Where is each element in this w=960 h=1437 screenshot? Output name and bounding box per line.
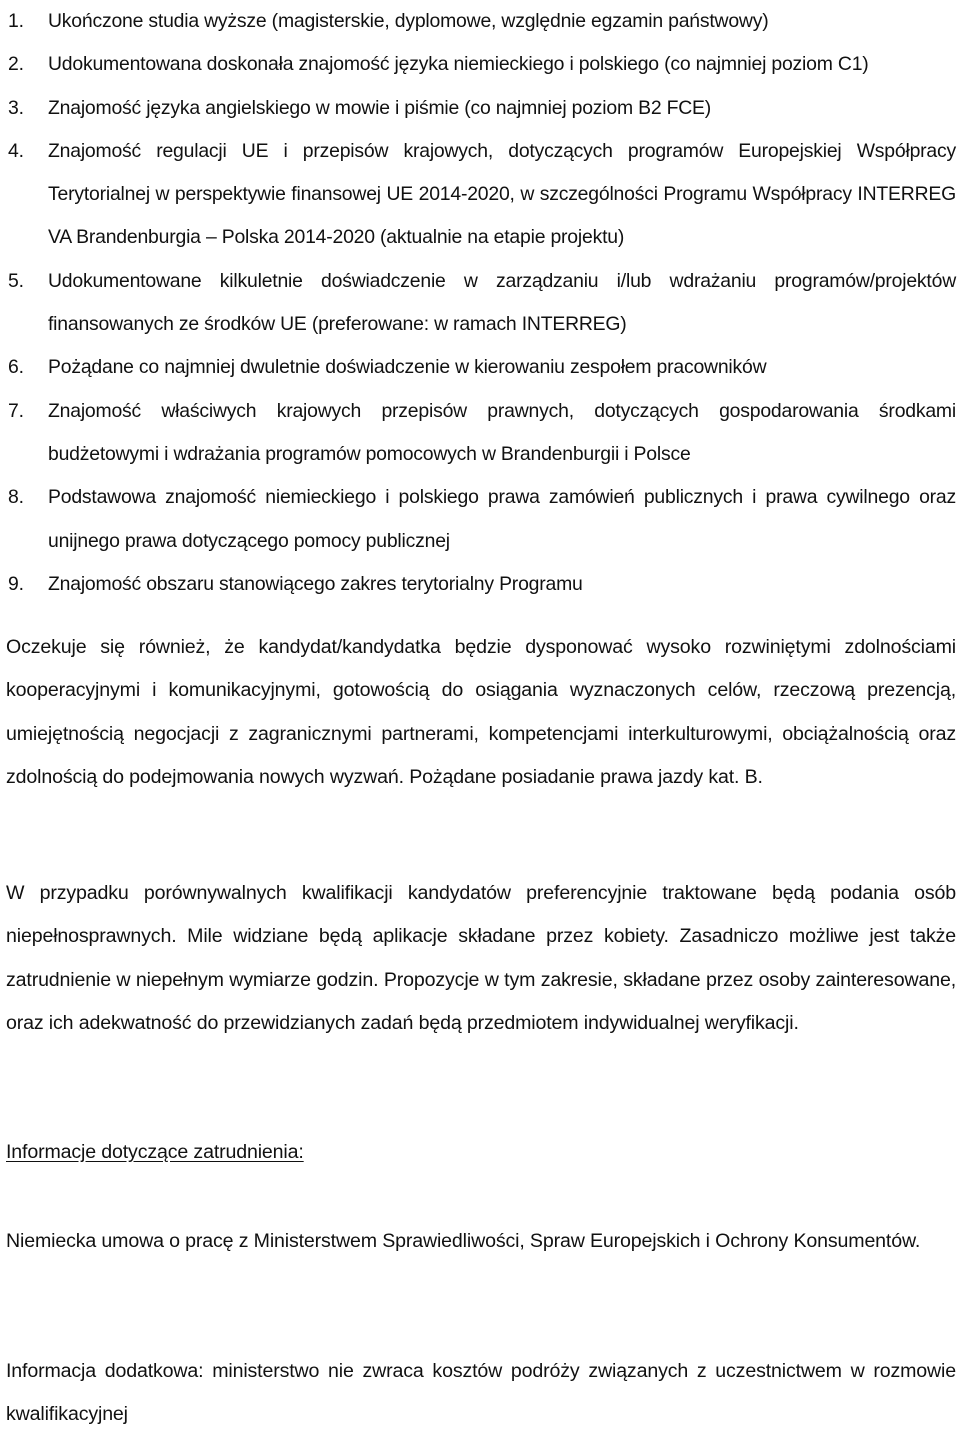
- list-text: Ukończone studia wyższe (magisterskie, dyplomowe, względnie egzamin państwowy): [48, 10, 769, 32]
- list-text: Udokumentowana doskonała znajomość języka niemieckiego i polskiego (co najmniej poziom C1): [48, 53, 869, 76]
- employment-paragraph: Niemiecka umowa o pracę z Ministerstwem Sprawiedliwości, Spraw Europejskich i Ochrony Konsumentów.: [6, 1230, 921, 1252]
- employment-heading: Informacje dotyczące zatrudnienia:: [6, 1141, 304, 1163]
- list-text: Znajomość języka angielskiego w mowie i piśmie (co najmniej poziom B2 FCE): [48, 96, 712, 119]
- list-text: Udokumentowane kilkuletnie doświadczenie w zarządzaniu i/lub wdrażaniu programów/projektów finansowanych ze środków UE (preferowane: w ramach INTERREG): [48, 269, 956, 336]
- list-number: 8.: [8, 486, 24, 509]
- list-text: Znajomość właściwych krajowych przepisów prawnych, dotyczących gospodarowania środkami budżetowymi i wdrażania programów pomocowych w Brandenburgii i Polsce: [48, 399, 956, 465]
- list-item: [8, 346, 956, 389]
- list-number: 5.: [8, 269, 24, 292]
- additional-info-paragraph: Informacja dodatkowa: ministerstwo nie zwraca kosztów podróży związanych z uczestnictwem w rozmowie kwalifikacyjnej: [6, 1360, 956, 1426]
- list-item: [8, 390, 956, 477]
- list-number: 4.: [8, 139, 24, 162]
- list-item: [8, 476, 956, 563]
- list-item: [8, 130, 956, 260]
- requirements-list: [8, 0, 956, 606]
- list-item: [8, 87, 956, 130]
- preferences-paragraph: W przypadku porównywalnych kwalifikacji kandydatów preferencyjnie traktowane będą podania osób niepełnosprawnych. Mile widziane będą aplikacje składane przez kobiety. Zasadniczo możliwe jest także zatrudnienie w niepełnym wymiarze godzin. Propozycje w tym zakresie, składane przez osoby zainteresowane, oraz ich adekwatność do przewidzianych zadań będą przedmiotem indywidualnej weryfikacji.: [6, 882, 956, 1035]
- list-text: Podstawowa znajomość niemieckiego i polskiego prawa zamówień publicznych i prawa cywilnego oraz unijnego prawa dotyczącego pomocy publicznej: [48, 486, 956, 552]
- list-item: [8, 0, 956, 43]
- list-text: Znajomość regulacji UE i przepisów krajowych, dotyczących programów Europejskiej Współpracy Terytorialnej w perspektywie finansowej UE 2014-2020, w szczególności Programu Współpracy INTERREG VA Brandenburgia – Polska 2014-2020 (aktualnie na etapie projektu): [48, 139, 956, 249]
- expectations-paragraph: Oczekuje się również, że kandydat/kandydatka będzie dysponować wysoko rozwiniętymi zdolnościami kooperacyjnymi i komunikacyjnymi, gotowością do osiągania wyznaczonych celów, rzeczową prezencją, umiejętnością negocjacji z zagranicznymi partnerami, kompetencjami interkulturowymi, obciążalnością oraz zdolnością do podejmowania nowych wyzwań. Pożądane posiadanie prawa jazdy kat. B.: [6, 636, 956, 789]
- list-number: 9.: [8, 572, 24, 595]
- list-number: 6.: [8, 356, 24, 379]
- list-item: [8, 563, 956, 606]
- list-item: [8, 260, 956, 347]
- list-number: 7.: [8, 399, 24, 422]
- list-number: 3.: [8, 96, 24, 119]
- list-number: 1.: [8, 10, 24, 32]
- list-text: Znajomość obszaru stanowiącego zakres terytorialny Programu: [48, 572, 583, 595]
- list-text: Pożądane co najmniej dwuletnie doświadczenie w kierowaniu zespołem pracowników: [48, 356, 767, 379]
- list-item: [8, 43, 956, 86]
- list-number: 2.: [8, 53, 24, 76]
